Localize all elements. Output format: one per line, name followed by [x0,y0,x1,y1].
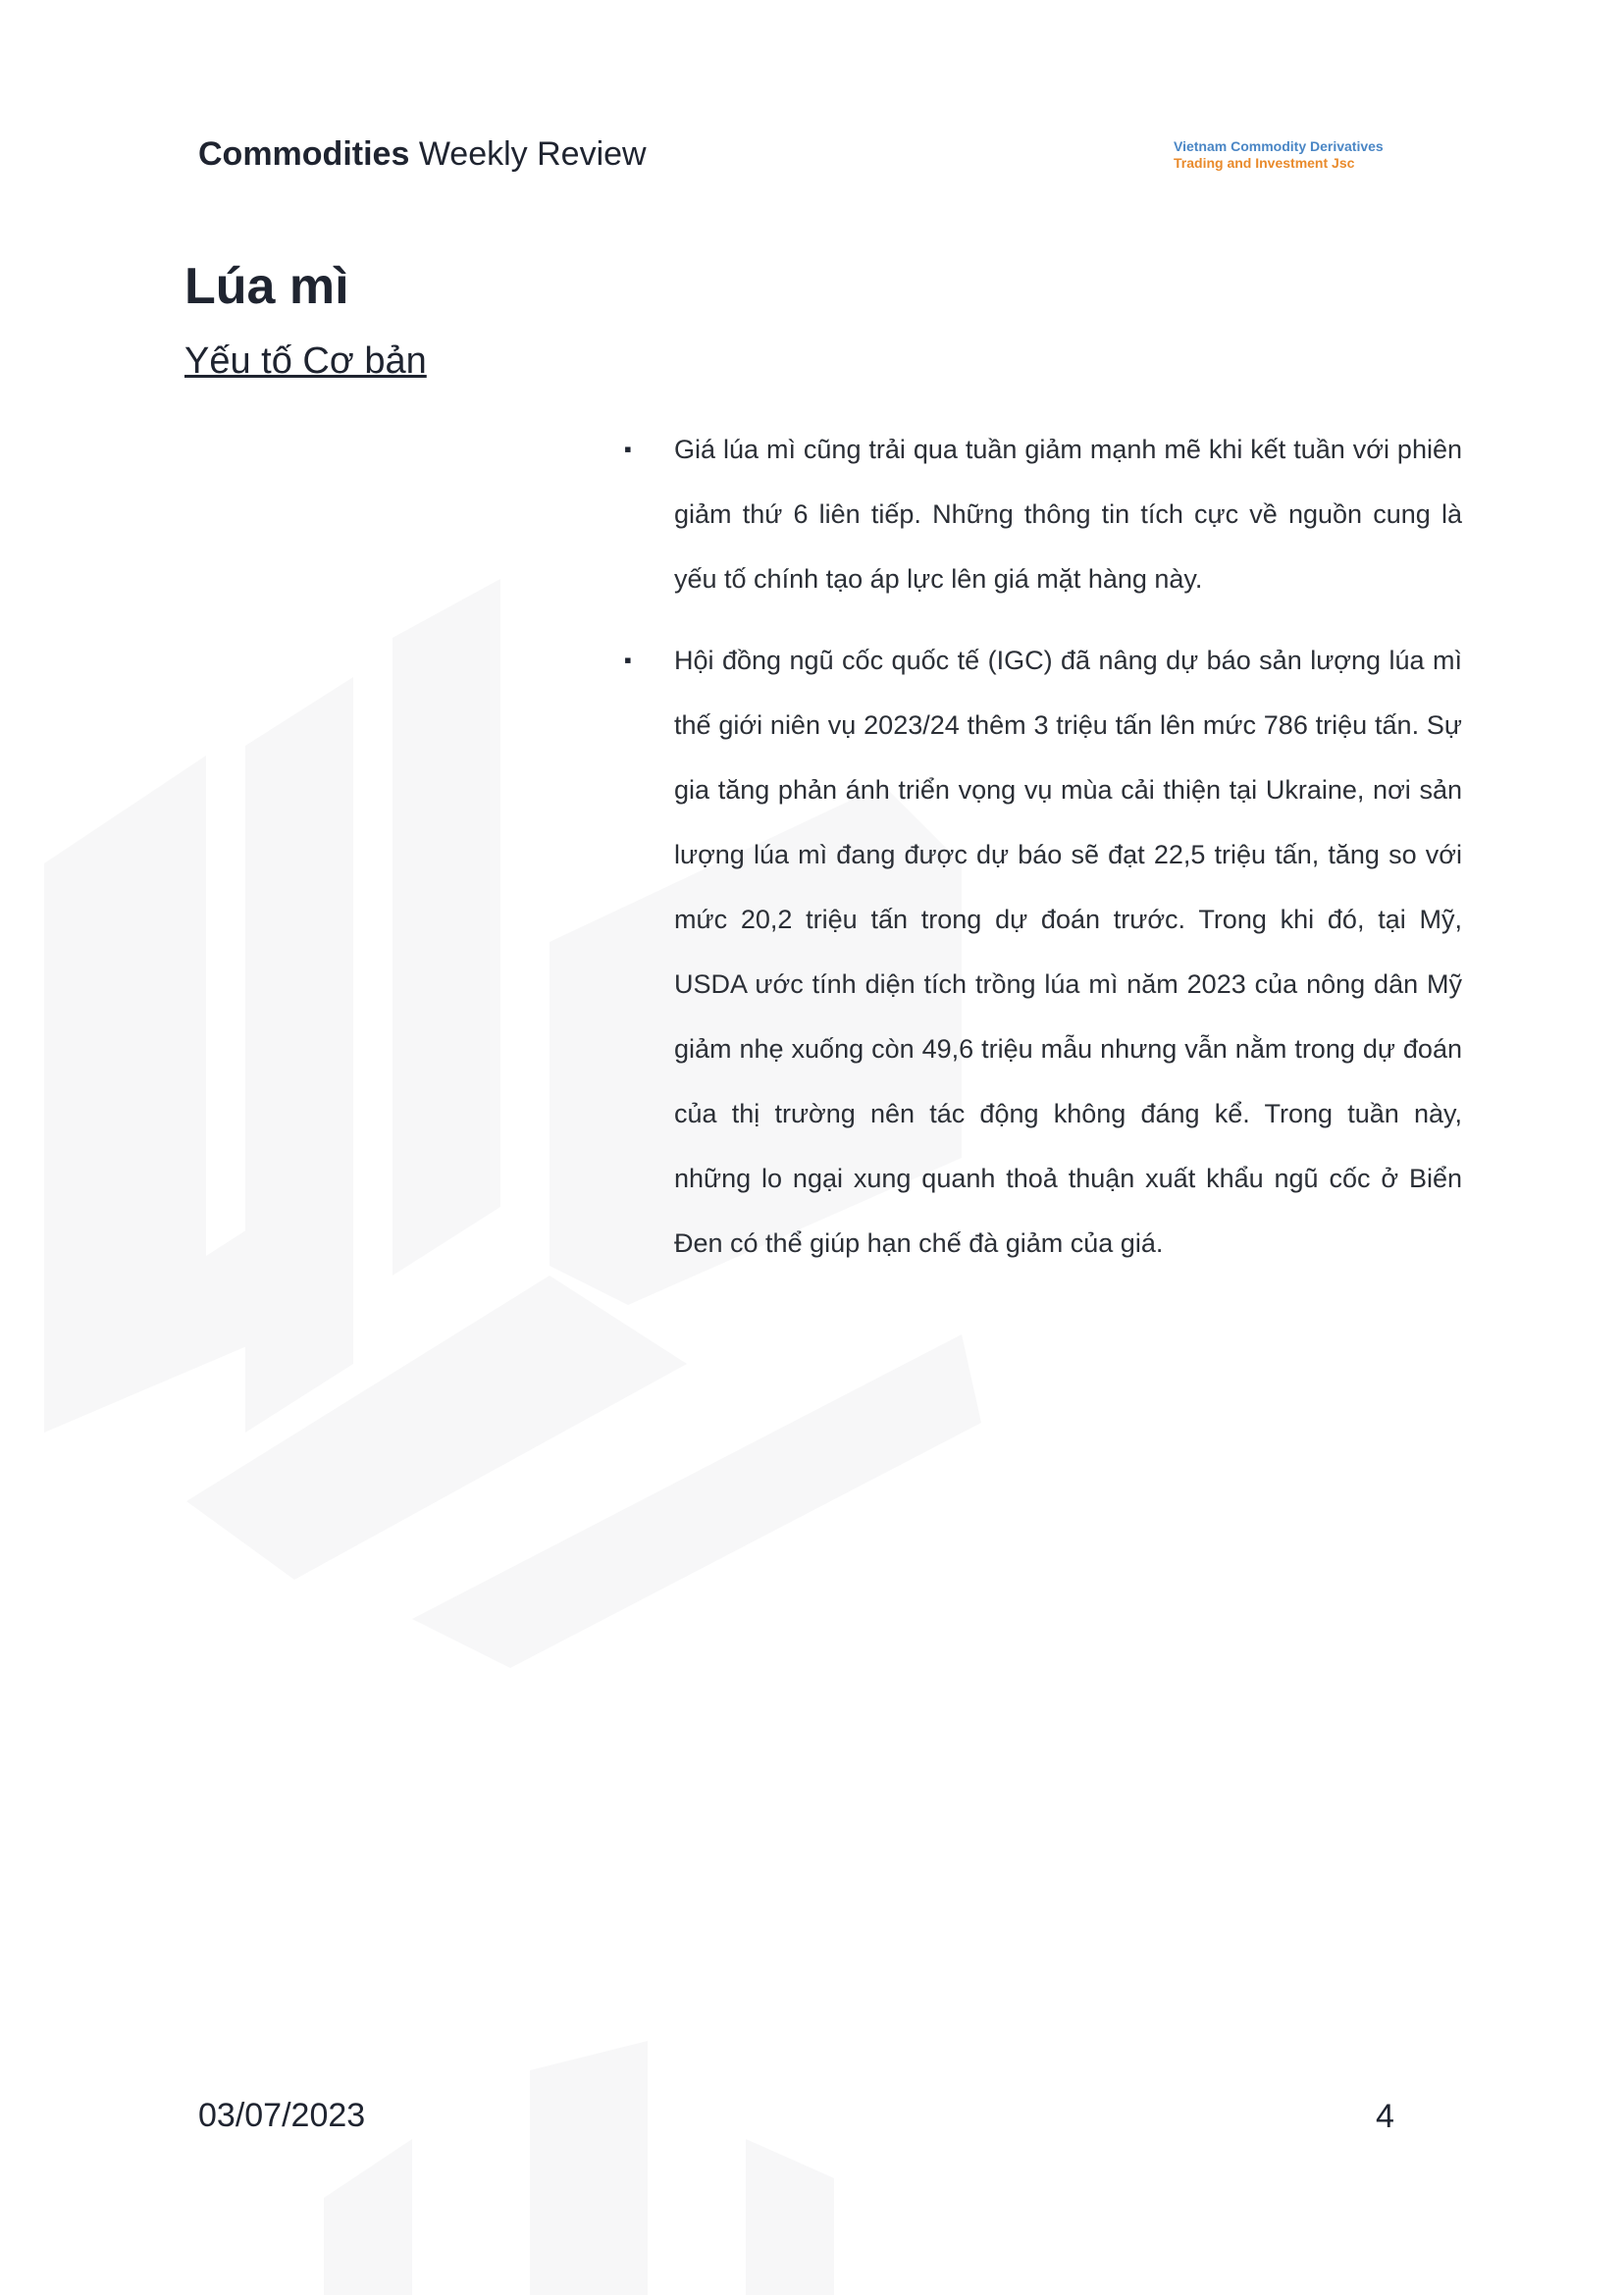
footer-date: 03/07/2023 [198,2097,366,2134]
bullet-item [624,628,1462,1276]
report-title-rest: Weekly Review [418,135,647,173]
section-title: Lúa mì [184,258,349,315]
bullet-list [624,417,1462,1292]
logo-line-1: Vietnam Commodity Derivatives [1174,138,1384,154]
bullet-text: Hội đồng ngũ cốc quốc tế (IGC) đã nâng dự báo sản lượng lúa mì thế giới niên vụ 2023/24 thêm 3 triệu tấn lên mức 786 triệu tấn. Sự gia tăng phản ánh triển vọng vụ mùa cải thiện tại Ukraine, nơi sản lượng lúa mì đang được dự báo sẽ đạt 22,5 triệu tấn, tăng so với mức 20,2 triệu tấn trong dự đoán trước. Trong khi đó, tại Mỹ, USDA ước tính diện tích trồng lúa mì năm 2023 của nông dân Mỹ giảm nhẹ xuống còn 49,6 triệu mẫu nhưng vẫn nằm trong dự đoán của thị trường nên tác động không đáng kể. Trong tuần này, những lo ngại xung quanh thoả thuận xuất khẩu ngũ cốc ở Biển Đen có thể giúp hạn chế đà giảm của giá. [674,646,1462,1258]
subsection-title: Yếu tố Cơ bản [184,340,427,382]
bullet-text: Giá lúa mì cũng trải qua tuần giảm mạnh mẽ khi kết tuần với phiên giảm thứ 6 liên tiếp. Những thông tin tích cực về nguồn cung là yếu tố chính tạo áp lực lên giá mặt hàng này. [674,435,1462,594]
bullet-item [624,417,1462,611]
report-title-bold: Commodities [198,135,410,173]
bullet-marker-icon: ▪ [624,648,632,672]
report-title [198,135,647,174]
bullet-marker-icon: ▪ [624,437,632,461]
company-logo [1174,138,1384,172]
page-number: 4 [1376,2098,1394,2135]
logo-line-2: Trading and Investment Jsc [1174,155,1355,171]
